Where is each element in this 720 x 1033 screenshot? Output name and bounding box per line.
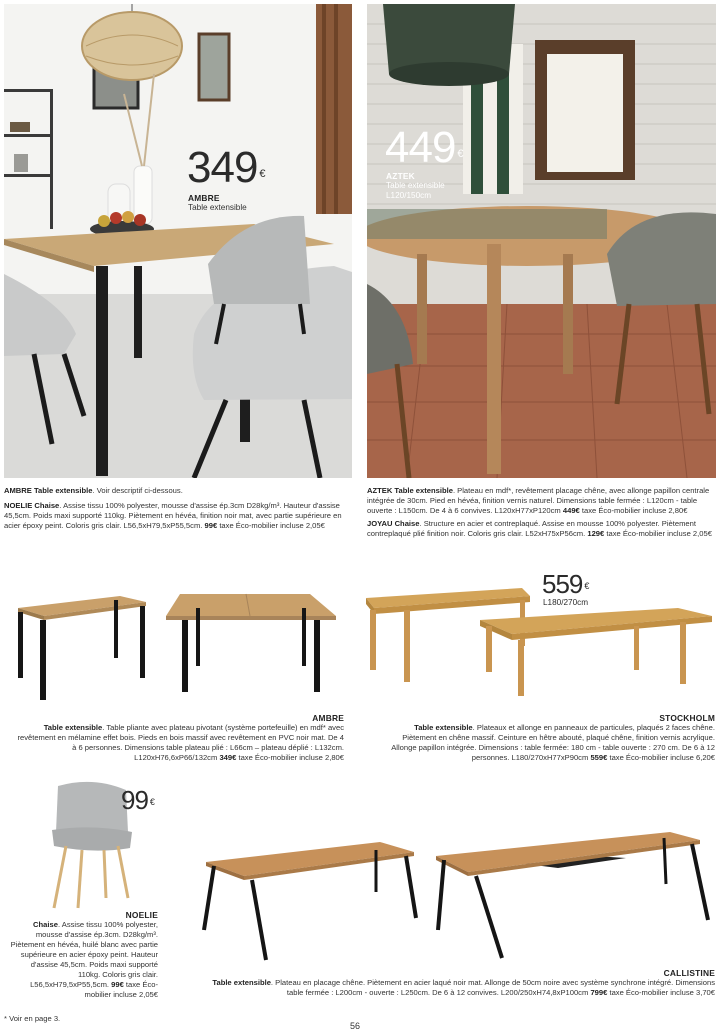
- stockholm-price-currency: €: [584, 581, 589, 591]
- noelie-caption: [8, 910, 158, 1000]
- noelie-caption: [4, 501, 354, 531]
- aztek-photo-subtitle: Table extensible: [386, 181, 445, 190]
- stockholm-dims: L180/270cm: [543, 598, 589, 607]
- ambre-caption-title: AMBRE Table extensible: [4, 486, 93, 495]
- ambre-photo-name: AMBRE: [188, 193, 220, 203]
- right-photo-captions: [367, 486, 716, 539]
- stockholm-tax: taxe Éco-mobilier incluse 6,20€: [609, 753, 715, 762]
- callistine-description: [208, 978, 715, 998]
- ambre-product-price: 349€: [219, 753, 237, 762]
- callistine-tax: taxe Éco-mobilier incluse 3,70€: [609, 988, 715, 997]
- callistine-title: Table extensible: [212, 978, 271, 987]
- left-photo-captions: [4, 486, 354, 531]
- stockholm-title: Table extensible: [414, 723, 473, 732]
- aztek-room-photo: [367, 4, 716, 478]
- ambre-product-text: . Table pliante avec plateau pivotant (système portefeuille) en mdf* avec revêtement en mélamine effet bois. Pieds en bois massif avec revêtement en PVC noir mat. De 4 à 6 personnes. Dimensions table plateau plié : L66cm – plateau déplié : L132cm. L120xH76,6xP66/132cm: [17, 723, 344, 762]
- ambre-photo-subtitle: Table extensible: [188, 203, 247, 212]
- ambre-tables-illustration: [10, 586, 340, 706]
- callistine-caption: [208, 968, 715, 998]
- aztek-caption-text: . Plateau en mdf*, revêtement placage chêne, avec allonge papillon centrale intégrée de 30cm. Pied en hévéa, finition vernis naturel. Dimensions table fermée : L120cm - table ouverte : L150cm. De 4 à 6 convives. L120xH77xP120cm: [367, 486, 710, 515]
- stockholm-text: . Plateaux et allonge en panneaux de particules, plaqués 2 faces chêne. Piètement en chêne massif. Ceinture en hêtre abouté, plaqué chêne, finition vernis acrylique. Allonge papillon intégrée. Dimensions : table fermée: 180 cm - table ouverte : 270 cm. De 6 à 12 personnes. L180/270xH77xP90cm: [391, 723, 715, 762]
- ambre-product-tax: taxe Éco-mobilier incluse 2,80€: [238, 753, 344, 762]
- aztek-room-illustration: [367, 4, 716, 478]
- stockholm-caption-price: 559€: [590, 753, 608, 762]
- joyau-caption-title: JOYAU Chaise: [367, 519, 420, 528]
- noelie-label: NOELIE: [125, 910, 158, 920]
- footnote: * Voir en page 3.: [4, 1014, 61, 1023]
- noelie-caption-title: NOELIE Chaise: [4, 501, 60, 510]
- joyau-caption-text: . Structure en acier et contreplaqué. Assise en mousse 100% polyester. Piètement contreplaqué plié finition noir. Coloris gris clair. L52xH75xP56cm.: [367, 519, 696, 538]
- ambre-room-photo: [4, 4, 352, 478]
- aztek-caption-title: AZTEK Table extensible: [367, 486, 453, 495]
- aztek-caption-tax: taxe Éco-mobilier incluse 2,80€: [581, 506, 688, 515]
- ambre-product-description: [14, 723, 344, 763]
- noelie-caption-tax: taxe Éco-mobilier incluse 2,05€: [219, 521, 325, 530]
- joyau-caption-tax: taxe Éco-mobilier incluse 2,05€: [606, 529, 712, 538]
- ambre-caption-text: . Voir descriptif ci-dessous.: [92, 486, 183, 495]
- ambre-caption: [4, 486, 354, 496]
- noelie-price-currency: €: [149, 797, 154, 807]
- ambre-photo-price: [187, 143, 265, 192]
- aztek-caption-price: 449€: [562, 506, 580, 515]
- ambre-photo-price-value: 349: [187, 143, 258, 192]
- aztek-photo-currency: €: [457, 148, 463, 160]
- aztek-photo-price: [385, 123, 463, 172]
- stockholm-tables-illustration: [362, 586, 718, 698]
- stockholm-price-value: 559: [542, 569, 583, 599]
- callistine-caption-price: 799€: [590, 988, 608, 997]
- noelie-tax: taxe Éco-mobilier incluse 2,05€: [84, 980, 158, 999]
- aztek-photo-name: AZTEK: [386, 171, 415, 181]
- stockholm-description: [380, 723, 715, 763]
- ambre-product-caption: [14, 713, 344, 763]
- aztek-photo-dims: L120/150cm: [386, 191, 432, 200]
- aztek-photo-price-value: 449: [385, 123, 456, 172]
- noelie-caption-price: 99€: [111, 980, 124, 989]
- noelie-price: [121, 786, 154, 814]
- callistine-text: . Plateau en placage chêne. Piètement en acier laqué noir mat. Allonge de 50cm noire avec système synchrone intégré. Dimensions table fermée : L200cm - ouverte : L250cm. De 6 à 12 convives. L200/250xH74,8xP100cm: [270, 978, 715, 997]
- aztek-caption: [367, 486, 716, 516]
- stockholm-caption: [380, 713, 715, 763]
- ambre-room-illustration: [4, 4, 352, 478]
- ambre-photo-currency: €: [259, 168, 265, 180]
- stockholm-label: STOCKHOLM: [659, 713, 715, 723]
- joyau-caption-price: 129€: [587, 529, 605, 538]
- ambre-product-label: AMBRE: [312, 713, 344, 723]
- noelie-description: [8, 920, 158, 1000]
- noelie-text: . Assise tissu 100% polyester, mousse d'assise ép.3cm. D28kg/m³. Piètement en hévéa, huilé blanc avec partie supérieure en acier époxy peint. Hauteur d'assise 45,5cm. Poids maxi supporté 110kg. Coloris gris clair. L56,5xH79,5xP55,5cm.: [10, 920, 158, 989]
- page-number: 56: [350, 1021, 361, 1031]
- noelie-price-value: 99: [121, 785, 148, 815]
- callistine-label: CALLISTINE: [663, 968, 715, 978]
- noelie-caption-text: . Assise tissu 100% polyester, mousse d'assise ép.3cm D28kg/m³. Hauteur d'assise 45,5cm. Poids maxi supporté 110kg. Piètement en hévéa, finition noir mat, avec partie supérieure en acier époxy peint. Coloris gris clair. L56,5xH79,5xP55,5cm.: [4, 501, 342, 530]
- ambre-product-title: Table extensible: [43, 723, 103, 732]
- noelie-title: Chaise: [33, 920, 58, 929]
- callistine-tables-illustration: [200, 826, 710, 966]
- noelie-caption-price: 99€: [204, 521, 218, 530]
- joyau-caption: [367, 519, 716, 539]
